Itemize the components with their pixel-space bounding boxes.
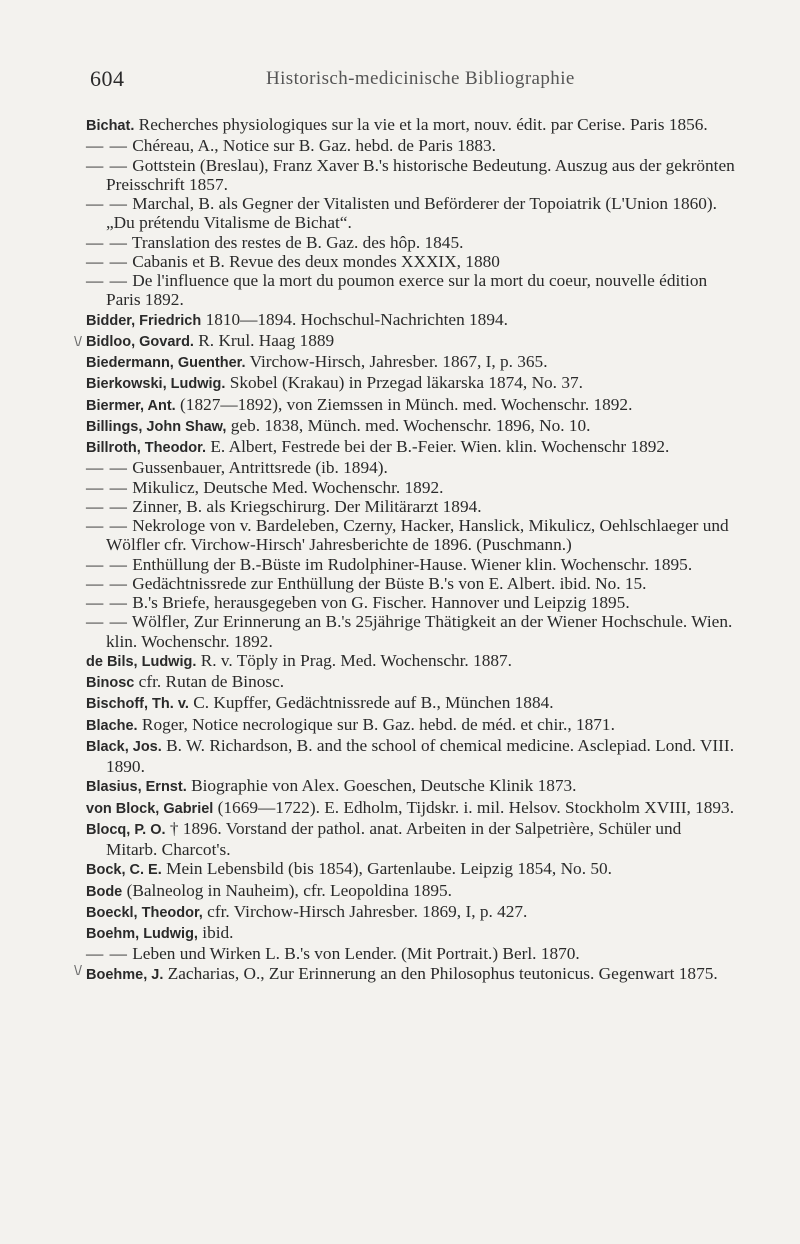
entry-text: Virchow-Hirsch, Jahresber. 1867, I, p. 365.	[249, 352, 548, 371]
bibliography-entry	[86, 516, 736, 555]
entry-name: Binosc	[86, 675, 135, 691]
entry-text: Zacharias, O., Zur Erinnerung an den Philosophus teutonicus. Gegenwart 1875.	[167, 963, 718, 983]
entry-text: R. Krul. Haag 1889	[198, 330, 335, 350]
entry-text: B. W. Richardson, B. and the school of chemical medicine. Asclepiad. Lond. VIII. 1890.	[106, 735, 735, 776]
bibliography-entry	[86, 310, 736, 331]
page-header	[0, 66, 800, 96]
bibliography-entry	[86, 115, 736, 136]
entry-name: — —	[86, 251, 128, 271]
entry-name: Blache.	[86, 717, 138, 734]
bibliography-entry	[86, 395, 736, 416]
bibliography-entry	[86, 819, 736, 860]
entry-name: de Bils, Ludwig.	[86, 653, 197, 670]
entry-name: Bischoff, Th. v.	[86, 696, 189, 713]
entry-text: Leben und Wirken L. B.'s von Lender. (Mit Portrait.) Berl. 1870.	[132, 944, 580, 964]
entry-text: † 1896. Vorstand der pathol. anat. Arbeiten in der Salpetrière, Schüler und Mitarb. Charcot's.	[106, 818, 682, 859]
entry-name: — —	[86, 271, 128, 290]
bibliography-entry	[86, 881, 736, 902]
entry-name: Blasius, Ernst.	[86, 779, 187, 796]
entry-name: — —	[86, 155, 128, 175]
bibliography-entry	[86, 798, 736, 819]
entry-name: Billroth, Theodor.	[86, 440, 207, 456]
entry-text: Biographie von Alex. Goeschen, Deutsche Klinik 1873.	[191, 776, 577, 796]
entry-text: Skobel (Krakau) in Przegad läkarska 1874, No. 37.	[229, 373, 583, 393]
page-number: 604	[90, 66, 125, 91]
entry-name: Boeckl, Theodor,	[86, 904, 203, 921]
bibliography-entry	[86, 497, 736, 516]
entry-text: De l'influence que la mort du poumon exerce sur la mort du coeur, nouvelle édition Paris 1892.	[106, 271, 708, 310]
margin-check-mark: \/	[74, 332, 82, 349]
entry-name: — —	[86, 496, 128, 516]
entry-name: Bidloo, Govard.	[86, 333, 194, 350]
entry-text: B.'s Briefe, herausgegeben von G. Fischer. Hannover und Leipzig 1895.	[132, 593, 630, 612]
entry-name: — —	[86, 458, 128, 478]
entry-text: C. Kupffer, Gedächtnissrede auf B., München 1884.	[193, 693, 554, 713]
entry-name: — —	[86, 516, 128, 535]
entry-name: — —	[86, 944, 128, 964]
entry-name: Black, Jos.	[86, 738, 162, 755]
entry-text: Translation des restes de B. Gaz. des hôp. 1845.	[131, 232, 464, 252]
entry-text: cfr. Virchow-Hirsch Jahresber. 1869, I, p. 427.	[207, 901, 528, 921]
entry-name: Bode	[86, 883, 123, 900]
bibliography-entry	[86, 693, 736, 714]
entry-text: Chéreau, A., Notice sur B. Gaz. hebd. de Paris 1883.	[132, 136, 497, 156]
bibliography-entry	[86, 651, 736, 672]
entry-name: — —	[86, 194, 128, 213]
entry-text: Nekrologe von v. Bardeleben, Czerny, Hacker, Hanslick, Mikulicz, Oehlschlaeger und Wölfler cfr. Virchow-Hirsch' Jahresberichte de 1896. (Puschmann.)	[106, 516, 729, 555]
bibliography-entry	[86, 593, 736, 612]
entry-name: — —	[86, 593, 128, 612]
entry-name: Biermer, Ant.	[86, 397, 176, 414]
bibliography-entry	[86, 373, 736, 394]
bibliography-entry	[86, 923, 736, 944]
bibliography-entry	[86, 672, 736, 693]
bibliography-entry	[86, 437, 736, 458]
bibliography-entry	[86, 859, 736, 880]
bibliography-entry	[86, 902, 736, 923]
entry-name: — —	[86, 232, 128, 252]
bibliography-entry	[74, 330, 736, 352]
entry-text: ibid.	[202, 923, 234, 942]
entry-name: Bidder, Friedrich	[86, 312, 202, 329]
bibliography-entry	[86, 612, 736, 651]
entry-name: — —	[86, 573, 128, 593]
entry-name: von Block, Gabriel	[86, 800, 214, 817]
entry-name: — —	[86, 477, 128, 497]
entry-name: — —	[86, 136, 128, 156]
bibliography-entry	[86, 252, 736, 271]
entry-text: Marchal, B. als Gegner der Vitalisten und Beförderer der Topoiatrik (L'Union 1860). „Du prétendu Vitalisme de Bichat“.	[106, 194, 717, 233]
entry-name: Boehm, Ludwig,	[86, 926, 198, 942]
entry-text: R. v. Töply in Prag. Med. Wochenschr. 1887.	[200, 650, 512, 670]
bibliography-entry	[86, 416, 736, 437]
bibliography-entry	[86, 352, 736, 373]
entry-text: Gussenbauer, Antrittsrede (ib. 1894).	[132, 458, 388, 478]
entry-text: Wölfler, Zur Erinnerung an B.'s 25jährige Thätigkeit an der Wiener Hochschule. Wien. klin. Wochenschr. 1892.	[106, 612, 733, 651]
entry-name: Bock, C. E.	[86, 862, 162, 879]
entry-name: Bichat.	[86, 118, 135, 134]
bibliography-entry	[86, 156, 736, 195]
entry-text: 1810—1894. Hochschul-Nachrichten 1894.	[205, 309, 508, 329]
bibliography-entry	[86, 478, 736, 497]
bibliography-list	[74, 115, 736, 985]
entry-text: (1669—1722). E. Edholm, Tijdskr. i. mil. Helsov. Stockholm XVIII, 1893.	[217, 797, 735, 817]
entry-text: E. Albert, Festrede bei der B.-Feier. Wien. klin. Wochenschr 1892.	[210, 437, 670, 456]
entry-text: Mikulicz, Deutsche Med. Wochenschr. 1892.	[132, 477, 444, 497]
bibliography-entry	[86, 736, 736, 777]
entry-text: Gottstein (Breslau), Franz Xaver B.'s historische Bedeutung. Auszug aus der gekrönten Preisschrift 1857.	[106, 155, 735, 194]
bibliography-entry	[86, 194, 736, 233]
bibliography-entry	[86, 136, 736, 155]
entry-name: Bierkowski, Ludwig.	[86, 376, 226, 393]
bibliography-entry	[86, 964, 736, 985]
entry-text: Mein Lebensbild (bis 1854), Gartenlaube. Leipzig 1854, No. 50.	[166, 859, 612, 879]
bibliography-entry	[86, 574, 736, 593]
entry-name: — —	[86, 612, 128, 632]
entry-name: Blocq, P. O.	[86, 821, 166, 838]
entry-text: Enthüllung der B.-Büste im Rudolphiner-Hause. Wiener klin. Wochenschr. 1895.	[132, 554, 693, 574]
entry-name: Biedermann, Guenther.	[86, 355, 246, 371]
bibliography-entry	[86, 715, 736, 736]
bibliography-entry	[86, 233, 736, 252]
margin-check-mark: \/	[74, 962, 82, 979]
entry-text: (1827—1892), von Ziemssen in Münch. med. Wochenschr. 1892.	[180, 394, 633, 414]
entry-text: cfr. Rutan de Binosc.	[138, 672, 285, 691]
entry-name: Boehme, J.	[86, 966, 164, 983]
entry-text: (Balneolog in Nauheim), cfr. Leopoldina 1895.	[126, 880, 452, 900]
entry-text: Gedächtnissrede zur Enthüllung der Büste B.'s von E. Albert. ibid. No. 15.	[132, 573, 647, 593]
bibliography-entry	[86, 555, 736, 574]
bibliography-entry	[86, 458, 736, 477]
entry-text: Cabanis et B. Revue des deux mondes XXXIX, 1880	[132, 251, 500, 271]
entry-text: Recherches physiologiques sur la vie et la mort, nouv. édit. par Cerise. Paris 1856.	[138, 115, 708, 134]
running-title: Historisch-medicinische Bibliographie	[266, 68, 575, 89]
entry-text: Roger, Notice necrologique sur B. Gaz. hebd. de méd. et chir., 1871.	[141, 714, 615, 734]
entry-text: Zinner, B. als Kriegschirurg. Der Militärarzt 1894.	[132, 496, 482, 516]
entry-name: Billings, John Shaw,	[86, 418, 227, 435]
entry-text: geb. 1838, Münch. med. Wochenschr. 1896, No. 10.	[230, 415, 591, 435]
bibliography-entry	[86, 776, 736, 797]
entry-name: — —	[86, 554, 128, 574]
bibliography-entry	[86, 271, 736, 310]
